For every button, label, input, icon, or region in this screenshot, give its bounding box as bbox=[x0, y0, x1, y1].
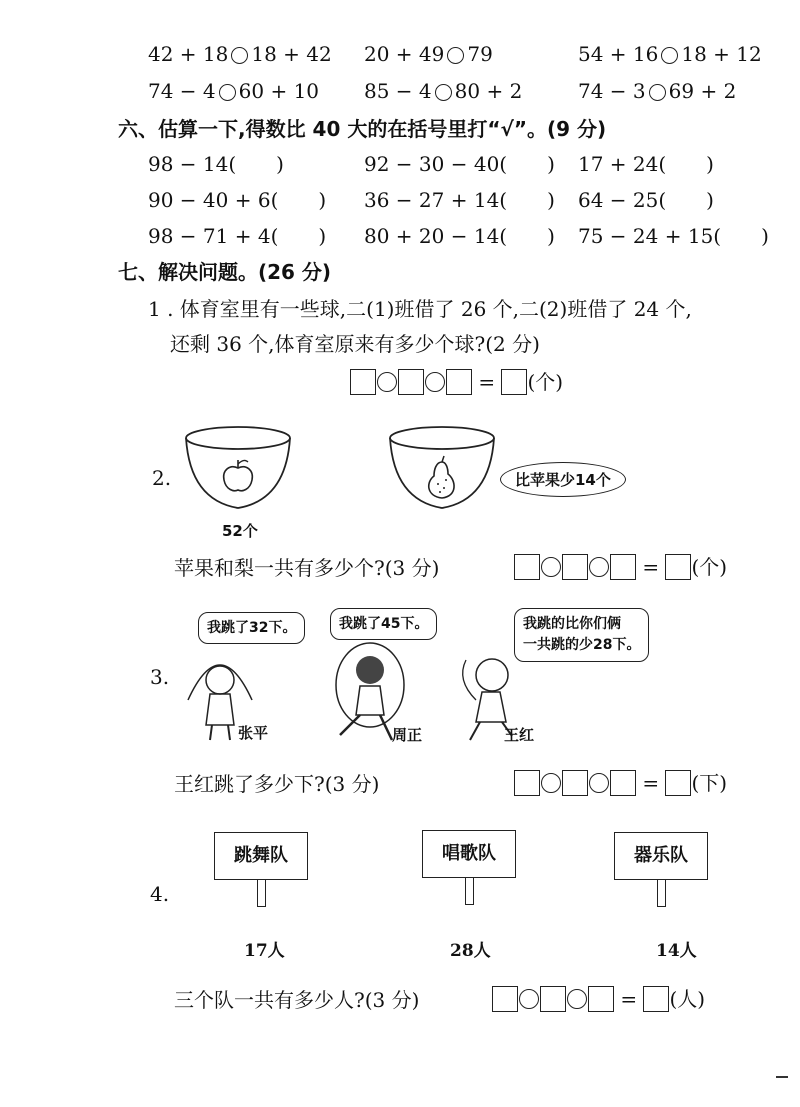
section7-title: 七、解决问题。(26 分) bbox=[118, 260, 332, 284]
answer-box[interactable] bbox=[492, 986, 518, 1012]
compare-circle[interactable] bbox=[435, 84, 452, 101]
apple-count-label: 52个 bbox=[222, 522, 258, 540]
estimate-item[interactable]: 92 − 30 − 40( ) bbox=[364, 152, 555, 176]
unit-label: (个) bbox=[691, 555, 728, 579]
compare-circle[interactable] bbox=[649, 84, 666, 101]
sign-post bbox=[465, 878, 474, 905]
operator-circle[interactable] bbox=[425, 372, 445, 392]
section6-title: 六、估算一下,得数比 40 大的在括号里打“√”。(9 分) bbox=[118, 117, 607, 141]
q4-number: 4. bbox=[150, 882, 170, 906]
answer-box[interactable] bbox=[446, 369, 472, 395]
equals-sign: = bbox=[642, 771, 660, 795]
result-box[interactable] bbox=[665, 554, 691, 580]
compare-item: 54 + 16 18 + 12 bbox=[578, 42, 762, 66]
bubble-line: 一共跳的少28下。 bbox=[523, 637, 641, 653]
unit-label: (个) bbox=[527, 370, 564, 394]
q1-text-line1: 1 . 体育室里有一些球,二(1)班借了 26 个,二(2)班借了 24 个, bbox=[148, 297, 692, 321]
team-sign-choir: 唱歌队 bbox=[422, 830, 516, 878]
estimate-item[interactable]: 98 − 14( ) bbox=[148, 152, 284, 176]
operator-circle[interactable] bbox=[377, 372, 397, 392]
q3-answer-row bbox=[514, 770, 727, 796]
pear-icon bbox=[429, 456, 454, 498]
estimate-item[interactable]: 75 − 24 + 15( ) bbox=[578, 224, 769, 248]
team-sign-band: 器乐队 bbox=[614, 832, 708, 880]
team-count-choir: 28人 bbox=[450, 941, 491, 961]
equals-sign: = bbox=[642, 555, 660, 579]
estimate-item[interactable]: 98 − 71 + 4( ) bbox=[148, 224, 327, 248]
q2-number: 2. bbox=[152, 466, 172, 490]
compare-item: 42 + 18 18 + 42 bbox=[148, 42, 332, 66]
q2-answer-row bbox=[514, 554, 727, 580]
q4-answer-row bbox=[492, 986, 705, 1012]
unit-label: (下) bbox=[691, 771, 728, 795]
answer-box[interactable] bbox=[562, 770, 588, 796]
apple-icon bbox=[224, 460, 253, 491]
result-box[interactable] bbox=[643, 986, 669, 1012]
answer-box[interactable] bbox=[398, 369, 424, 395]
sign-post bbox=[657, 880, 666, 907]
compare-item: 74 − 3 69 + 2 bbox=[578, 79, 737, 103]
operator-circle[interactable] bbox=[519, 989, 539, 1009]
kid-name-zhangping: 张平 bbox=[238, 724, 269, 742]
speech-bubble-zhouzheng: 我跳了45下。 bbox=[330, 608, 437, 640]
operator-circle[interactable] bbox=[567, 989, 587, 1009]
kids-illustration bbox=[180, 640, 560, 750]
bubble-line: 我跳的比你们俩 bbox=[523, 616, 621, 632]
bowls-illustration bbox=[180, 420, 520, 530]
compare-item: 74 − 4 60 + 10 bbox=[148, 79, 320, 103]
kid-name-zhouzheng: 周正 bbox=[392, 726, 423, 744]
answer-box[interactable] bbox=[350, 369, 376, 395]
operator-circle[interactable] bbox=[589, 557, 609, 577]
kid-name-wanghong: 王红 bbox=[504, 726, 535, 744]
q2-question: 苹果和梨一共有多少个?(3 分) bbox=[174, 556, 440, 580]
pear-compare-bubble: 比苹果少14个 bbox=[500, 462, 626, 497]
answer-box[interactable] bbox=[610, 770, 636, 796]
compare-item: 85 − 4 80 + 2 bbox=[364, 79, 523, 103]
operator-circle[interactable] bbox=[541, 773, 561, 793]
team-sign-dance: 跳舞队 bbox=[214, 832, 308, 880]
equals-sign: = bbox=[478, 370, 496, 394]
answer-box[interactable] bbox=[588, 986, 614, 1012]
compare-circle[interactable] bbox=[219, 84, 236, 101]
result-box[interactable] bbox=[665, 770, 691, 796]
answer-box[interactable] bbox=[514, 770, 540, 796]
compare-item: 20 + 49 79 bbox=[364, 42, 493, 66]
operator-circle[interactable] bbox=[589, 773, 609, 793]
operator-circle[interactable] bbox=[541, 557, 561, 577]
team-count-dance: 17人 bbox=[244, 941, 285, 961]
q1-answer-row bbox=[350, 369, 563, 395]
q3-number: 3. bbox=[150, 665, 170, 689]
answer-box[interactable] bbox=[562, 554, 588, 580]
equals-sign: = bbox=[620, 987, 638, 1011]
answer-box[interactable] bbox=[610, 554, 636, 580]
team-count-band: 14人 bbox=[656, 941, 697, 961]
result-box[interactable] bbox=[501, 369, 527, 395]
estimate-item[interactable]: 80 + 20 − 14( ) bbox=[364, 224, 555, 248]
estimate-item[interactable]: 64 − 25( ) bbox=[578, 188, 714, 212]
bowl-icon bbox=[390, 427, 494, 508]
answer-box[interactable] bbox=[540, 986, 566, 1012]
q3-question: 王红跳了多少下?(3 分) bbox=[174, 772, 380, 796]
estimate-item[interactable]: 17 + 24( ) bbox=[578, 152, 714, 176]
speech-bubble-zhangping: 我跳了32下。 bbox=[198, 612, 305, 644]
estimate-item[interactable]: 90 − 40 + 6( ) bbox=[148, 188, 327, 212]
unit-label: (人) bbox=[669, 987, 706, 1011]
answer-box[interactable] bbox=[514, 554, 540, 580]
q1-text-line2: 还剩 36 个,体育室原来有多少个球?(2 分) bbox=[170, 332, 540, 356]
page-mark bbox=[776, 1076, 788, 1078]
compare-circle[interactable] bbox=[231, 47, 248, 64]
q4-question: 三个队一共有多少人?(3 分) bbox=[174, 988, 420, 1012]
compare-circle[interactable] bbox=[447, 47, 464, 64]
sign-post bbox=[257, 880, 266, 907]
compare-circle[interactable] bbox=[661, 47, 678, 64]
estimate-item[interactable]: 36 − 27 + 14( ) bbox=[364, 188, 555, 212]
